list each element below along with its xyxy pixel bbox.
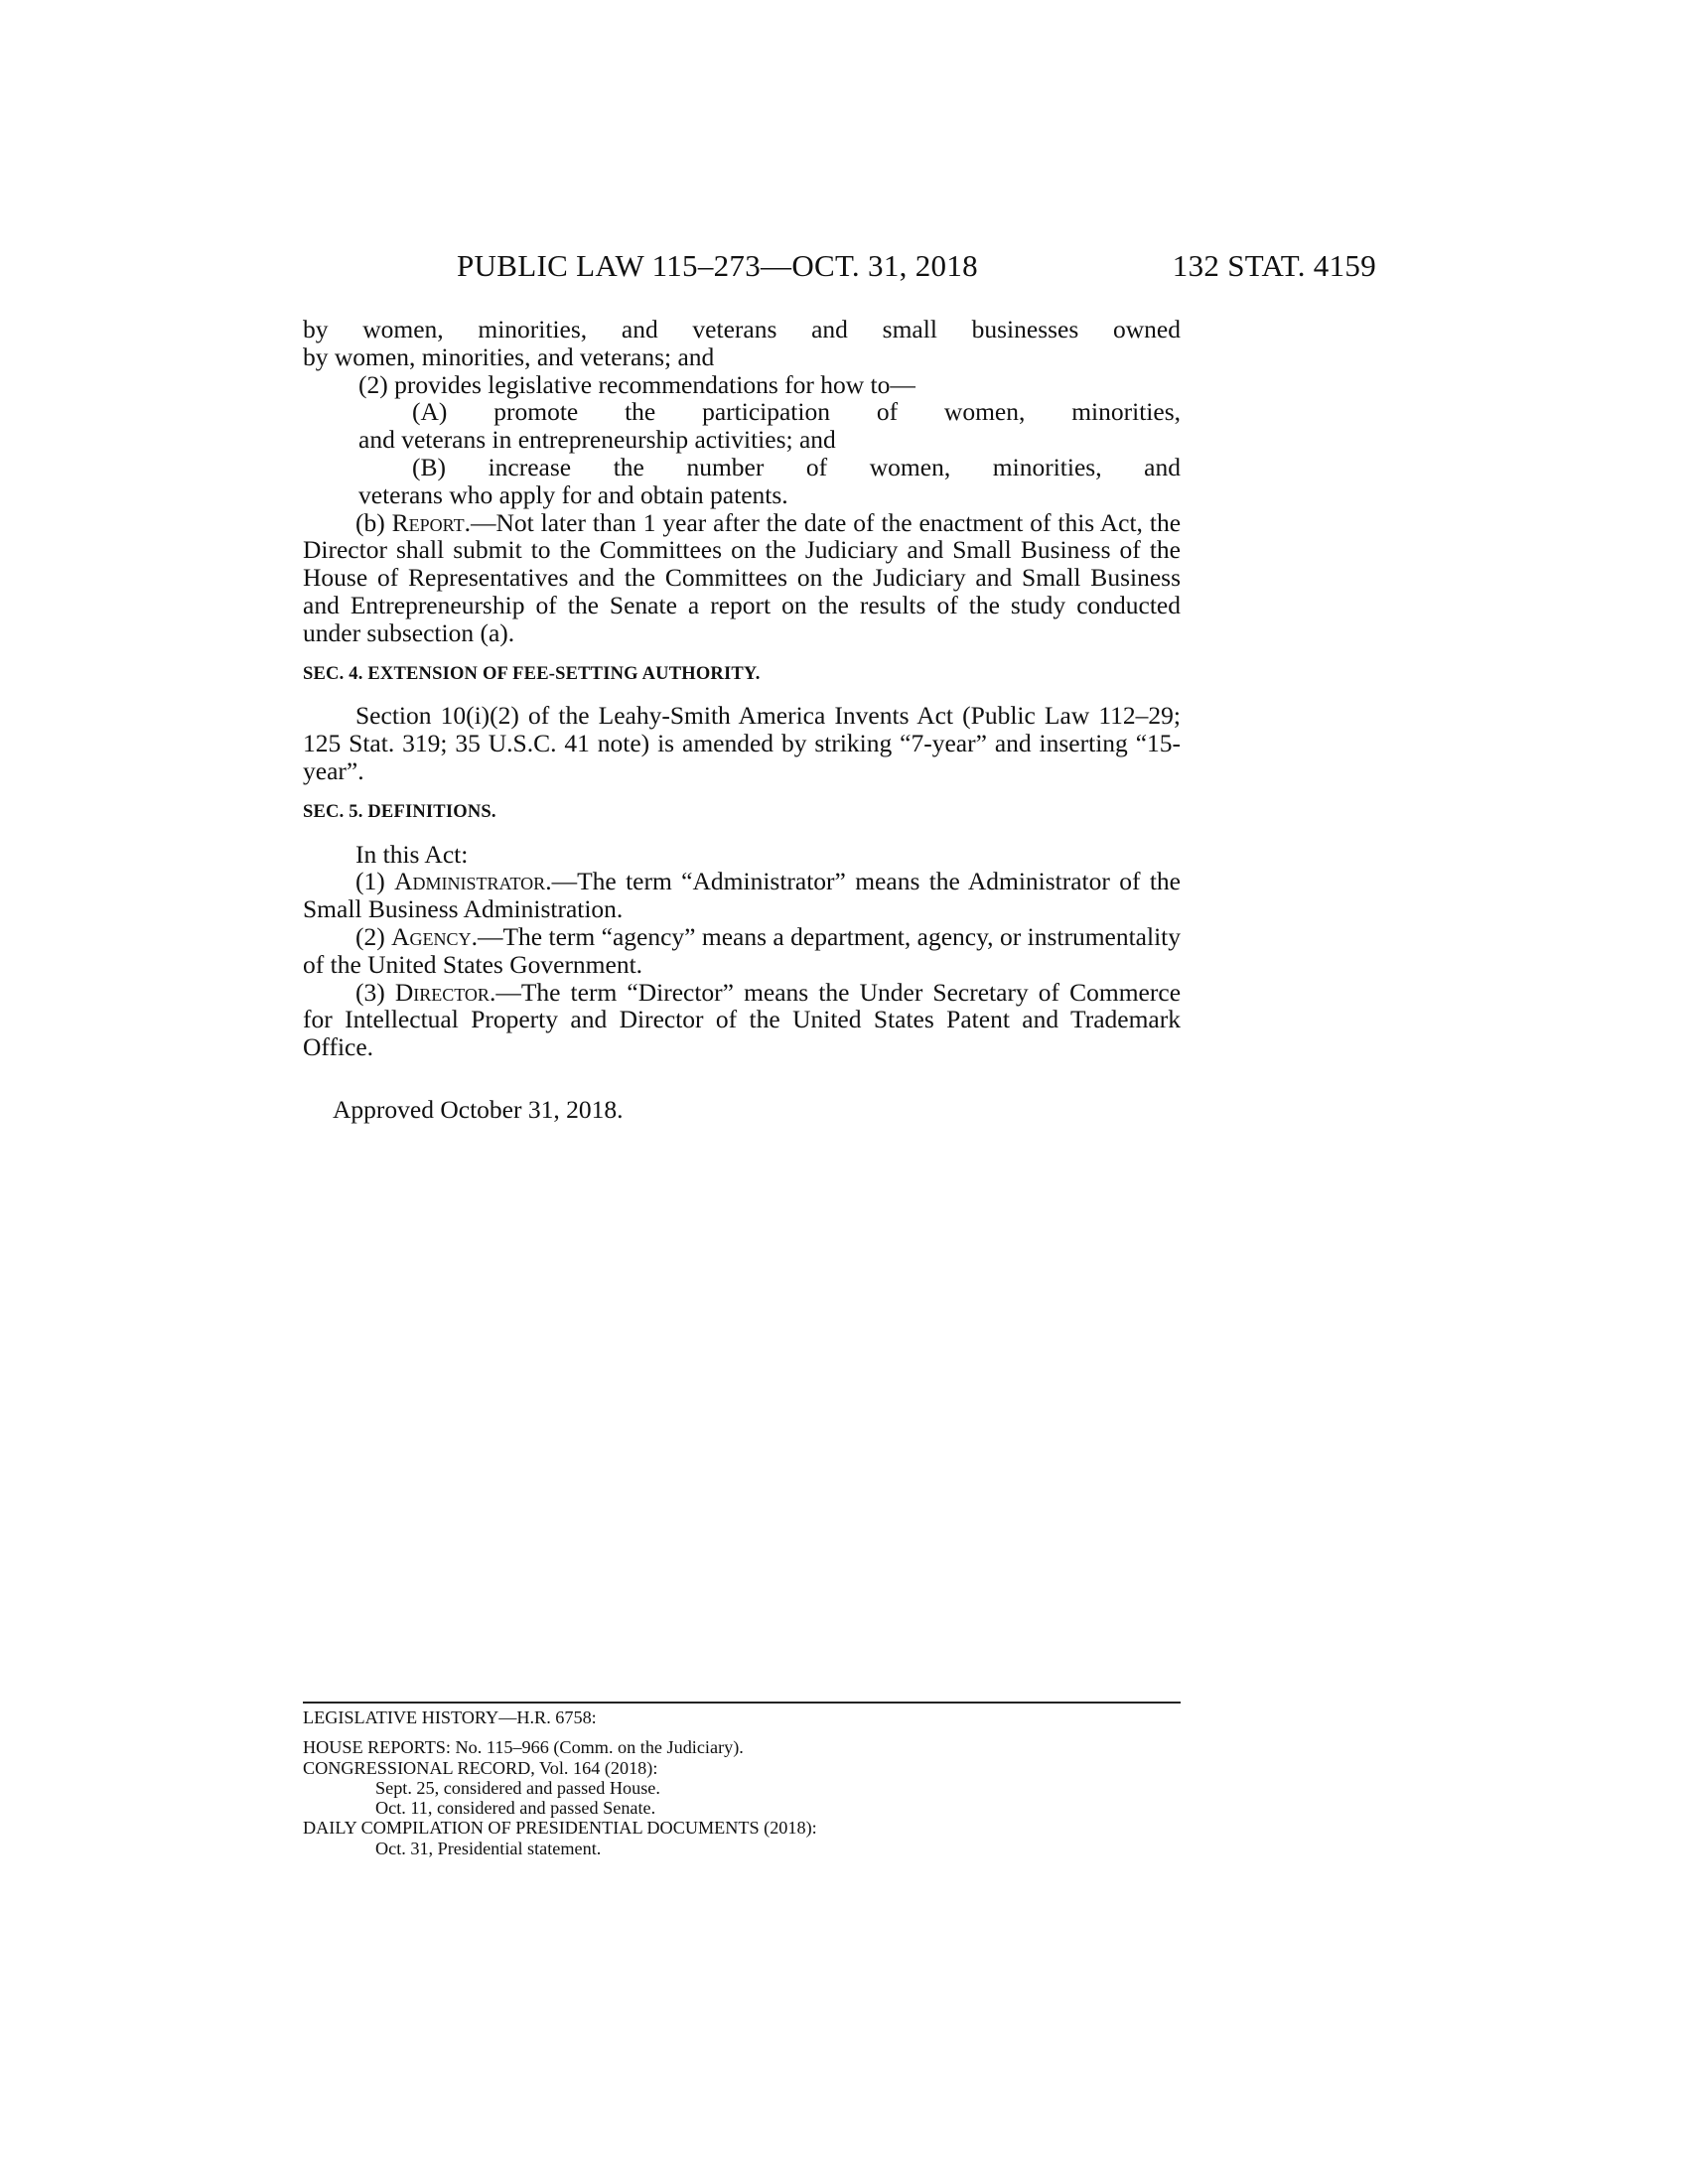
record-entry: Oct. 11, considered and passed Senate. [375,1798,656,1819]
list-item-a-cont: and veterans in entrepreneurship activities; and [358,425,836,455]
def1-text: .—The term “Administrator” means the Administrator of the Small Business Administration. [303,867,1181,924]
list-item-b: (B) increase the number of women, minorities, and [412,452,1181,481]
section-5-heading: SEC. 5. DEFINITIONS. [303,801,496,822]
congressional-record: CONGRESSIONAL RECORD, Vol. 164 (2018): [303,1757,658,1778]
house-reports: HOUSE REPORTS: No. 115–966 (Comm. on the Judiciary). [303,1737,744,1758]
daily-compilation: DAILY COMPILATION OF PRESIDENTIAL DOCUMENTS (2018): [303,1818,817,1839]
list-item-b-cont: veterans who apply for and obtain patents. [358,479,788,509]
list-item-a: (A) promote the participation of women, minorities, [412,397,1181,427]
section-5-intro: In this Act: [355,839,469,869]
def1-prefix: (1) [355,867,395,896]
approval-date: Approved October 31, 2018. [333,1094,624,1124]
legislative-history [303,1702,1181,1858]
report-prefix: (b) [355,507,392,537]
def3-prefix: (3) [355,977,395,1007]
text-line: by women, minorities, and veterans and small businesses owned [303,315,1181,343]
def2-text: .—The term “agency” means a department, agency, or instrumentality of the United States Government. [303,921,1181,979]
def3-text: .—The term “Director” means the Under Secretary of Commerce for Intellectual Property and Director of the United States Patent and Trademark Office. [303,977,1182,1062]
statute-page-number: 132 STAT. 4159 [1172,248,1376,283]
record-entry: Sept. 25, considered and passed House. [375,1777,660,1798]
document-body [303,316,1181,1124]
running-header-title: PUBLIC LAW 115–273—OCT. 31, 2018 [457,248,978,283]
definition-2 [303,923,1181,979]
list-item-2: (2) provides legislative recommendations for how to— [358,369,915,399]
report-label: Report [391,507,465,537]
def2-label: Agency [391,921,472,951]
report-text: .—Not later than 1 year after the date of the enactment of this Act, the Director shall submit to the Committees on the Judiciary and Small Business of the House of Representatives and the Committees on the Judiciary and Small Business and Entrepreneurship of the Senate a report on the results of the study conducted under subsection (a). [303,507,1182,647]
compilation-entry: Oct. 31, Presidential statement. [375,1838,602,1858]
def3-label: Director [394,977,490,1007]
definition-1 [303,868,1181,923]
definition-3 [303,979,1181,1061]
history-title: LEGISLATIVE HISTORY—H.R. 6758: [303,1707,597,1727]
def2-prefix: (2) [355,921,392,951]
report-paragraph [303,509,1181,647]
section-4-heading: SEC. 4. EXTENSION OF FEE-SETTING AUTHORITY. [303,663,761,684]
footer-rule [303,1702,1181,1704]
section-4-text: Section 10(i)(2) of the Leahy-Smith America Invents Act (Public Law 112–29; 125 Stat. 319; 35 U.S.C. 41 note) is amended by striking “7-year” and inserting “15-year”. [303,701,1181,785]
text-line: by women, minorities, and veterans; and [303,341,715,371]
def1-label: Administrator [394,867,546,896]
